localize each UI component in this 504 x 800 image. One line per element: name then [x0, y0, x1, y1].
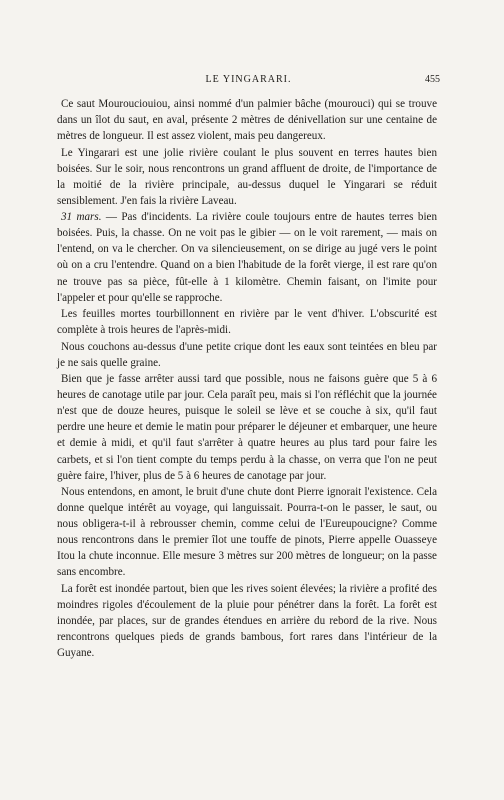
- page-number: 455: [425, 74, 440, 85]
- paragraph-6: Bien que je fasse arrêter aussi tard que possible, nous ne faisons guère que 5 à 6 heures de canotage utile par jour. Cela paraît peu, mais si l'on réfléchit que la journée n'est que de douze heures, puisque le soleil se lève et se couche à six, qu'il faut perdre une heure et demie le matin pour préparer le déjeuner et embarquer, une heure et demie à midi, et qu'il faut s'arrêter à quatre heures au plus tard pour faire les carbets, et si l'on tient compte du temps perdu à la chasse, on verra que l'on ne peut guère faire, l'hiver, plus de 5 à 6 heures de canotage par jour.: [57, 373, 437, 482]
- paragraph-3-text: Pas d'incidents. La rivière coule toujours entre de hautes terres bien boisées. Puis, la chasse. On ne voit pas le gibier — on le voit rarement, — mais on l'entend, on va le chercher. On va silencieusement, on se dirige au jugé vers le point où on a cru l'entendre. Quand on a bien l'habitude de la forêt vierge, il est rare qu'on ne trouve pas sa pièce, fût-elle à 1 kilomètre. Chemin faisant, on l'imite pour l'appeler et pour qu'elle se rapproche.: [57, 211, 437, 304]
- body-text: [57, 96, 437, 662]
- date-label: 31 mars.: [61, 211, 102, 224]
- paragraph-4: Les feuilles mortes tourbillonnent en rivière par le vent d'hiver. L'obscurité est complète à trois heures de l'après-midi.: [57, 308, 437, 337]
- paragraph-7: Nous entendons, en amont, le bruit d'une chute dont Pierre ignorait l'existence. Cela donne quelque intérêt au voyage, qui languissait. Pourra-t-on le passer, le saut, ou nous obligera-t-il à rebrousser chemin, comme celui de l'Eureupoucigne? Comme nous rencontrons dans le premier îlot une touffe de pinots, Pierre appelle Ouasseye Itou la chute inconnue. Elle mesure 3 mètres sur 200 mètres de longueur; on la passe sans encombre.: [57, 486, 437, 579]
- paragraph-8: La forêt est inondée partout, bien que les rives soient élevées; la rivière a profité des moindres rigoles d'écoulement de la pluie pour pénétrer dans la forêt. La forêt est inondée, par places, sur de grandes étendues en arrière du rebord de la rive. Nous rencontrons quelques pieds de grands bambous, fort rares dans l'intérieur de la Guyane.: [57, 582, 437, 660]
- paragraph-1: Ce saut Mourouciouiou, ainsi nommé d'un palmier bâche (mourouci) qui se trouve dans un îlot du saut, en aval, présente 2 mètres de dénivellation sur une centaine de mètres de longueur. Il est assez violent, mais peu dangereux.: [57, 98, 437, 143]
- paragraph-5: Nous couchons au-dessus d'une petite crique dont les eaux sont teintées en bleu par je ne sais quelle graine.: [57, 340, 437, 369]
- running-title: LE YINGARARI.: [205, 74, 292, 85]
- page-header: [57, 74, 440, 88]
- paragraph-2: Le Yingarari est une jolie rivière coulant le plus souvent en terres hautes bien boisées. Sur le soir, nous rencontrons un grand affluent de droite, de l'importance de la moitié de la rivière principale, au-dessus duquel le Yingarari se réduit sensiblement. J'en fais la rivière Laveau.: [57, 146, 437, 207]
- paragraph-3: 31 mars. — Pas d'incidents. La rivière coule toujours entre de hautes terres bien boisées. Puis, la chasse. On ne voit pas le gibier — on le voit rarement, — mais on l'entend, on va le chercher. On va silencieusement, on se dirige au jugé vers le point où on a cru l'entendre. Quand on a bien l'habitude de la forêt vierge, il est rare qu'on ne trouve pas sa pièce, fût-elle à 1 kilomètre. Chemin faisant, on l'imite pour l'appeler et pour qu'elle se rapproche.: [57, 211, 437, 304]
